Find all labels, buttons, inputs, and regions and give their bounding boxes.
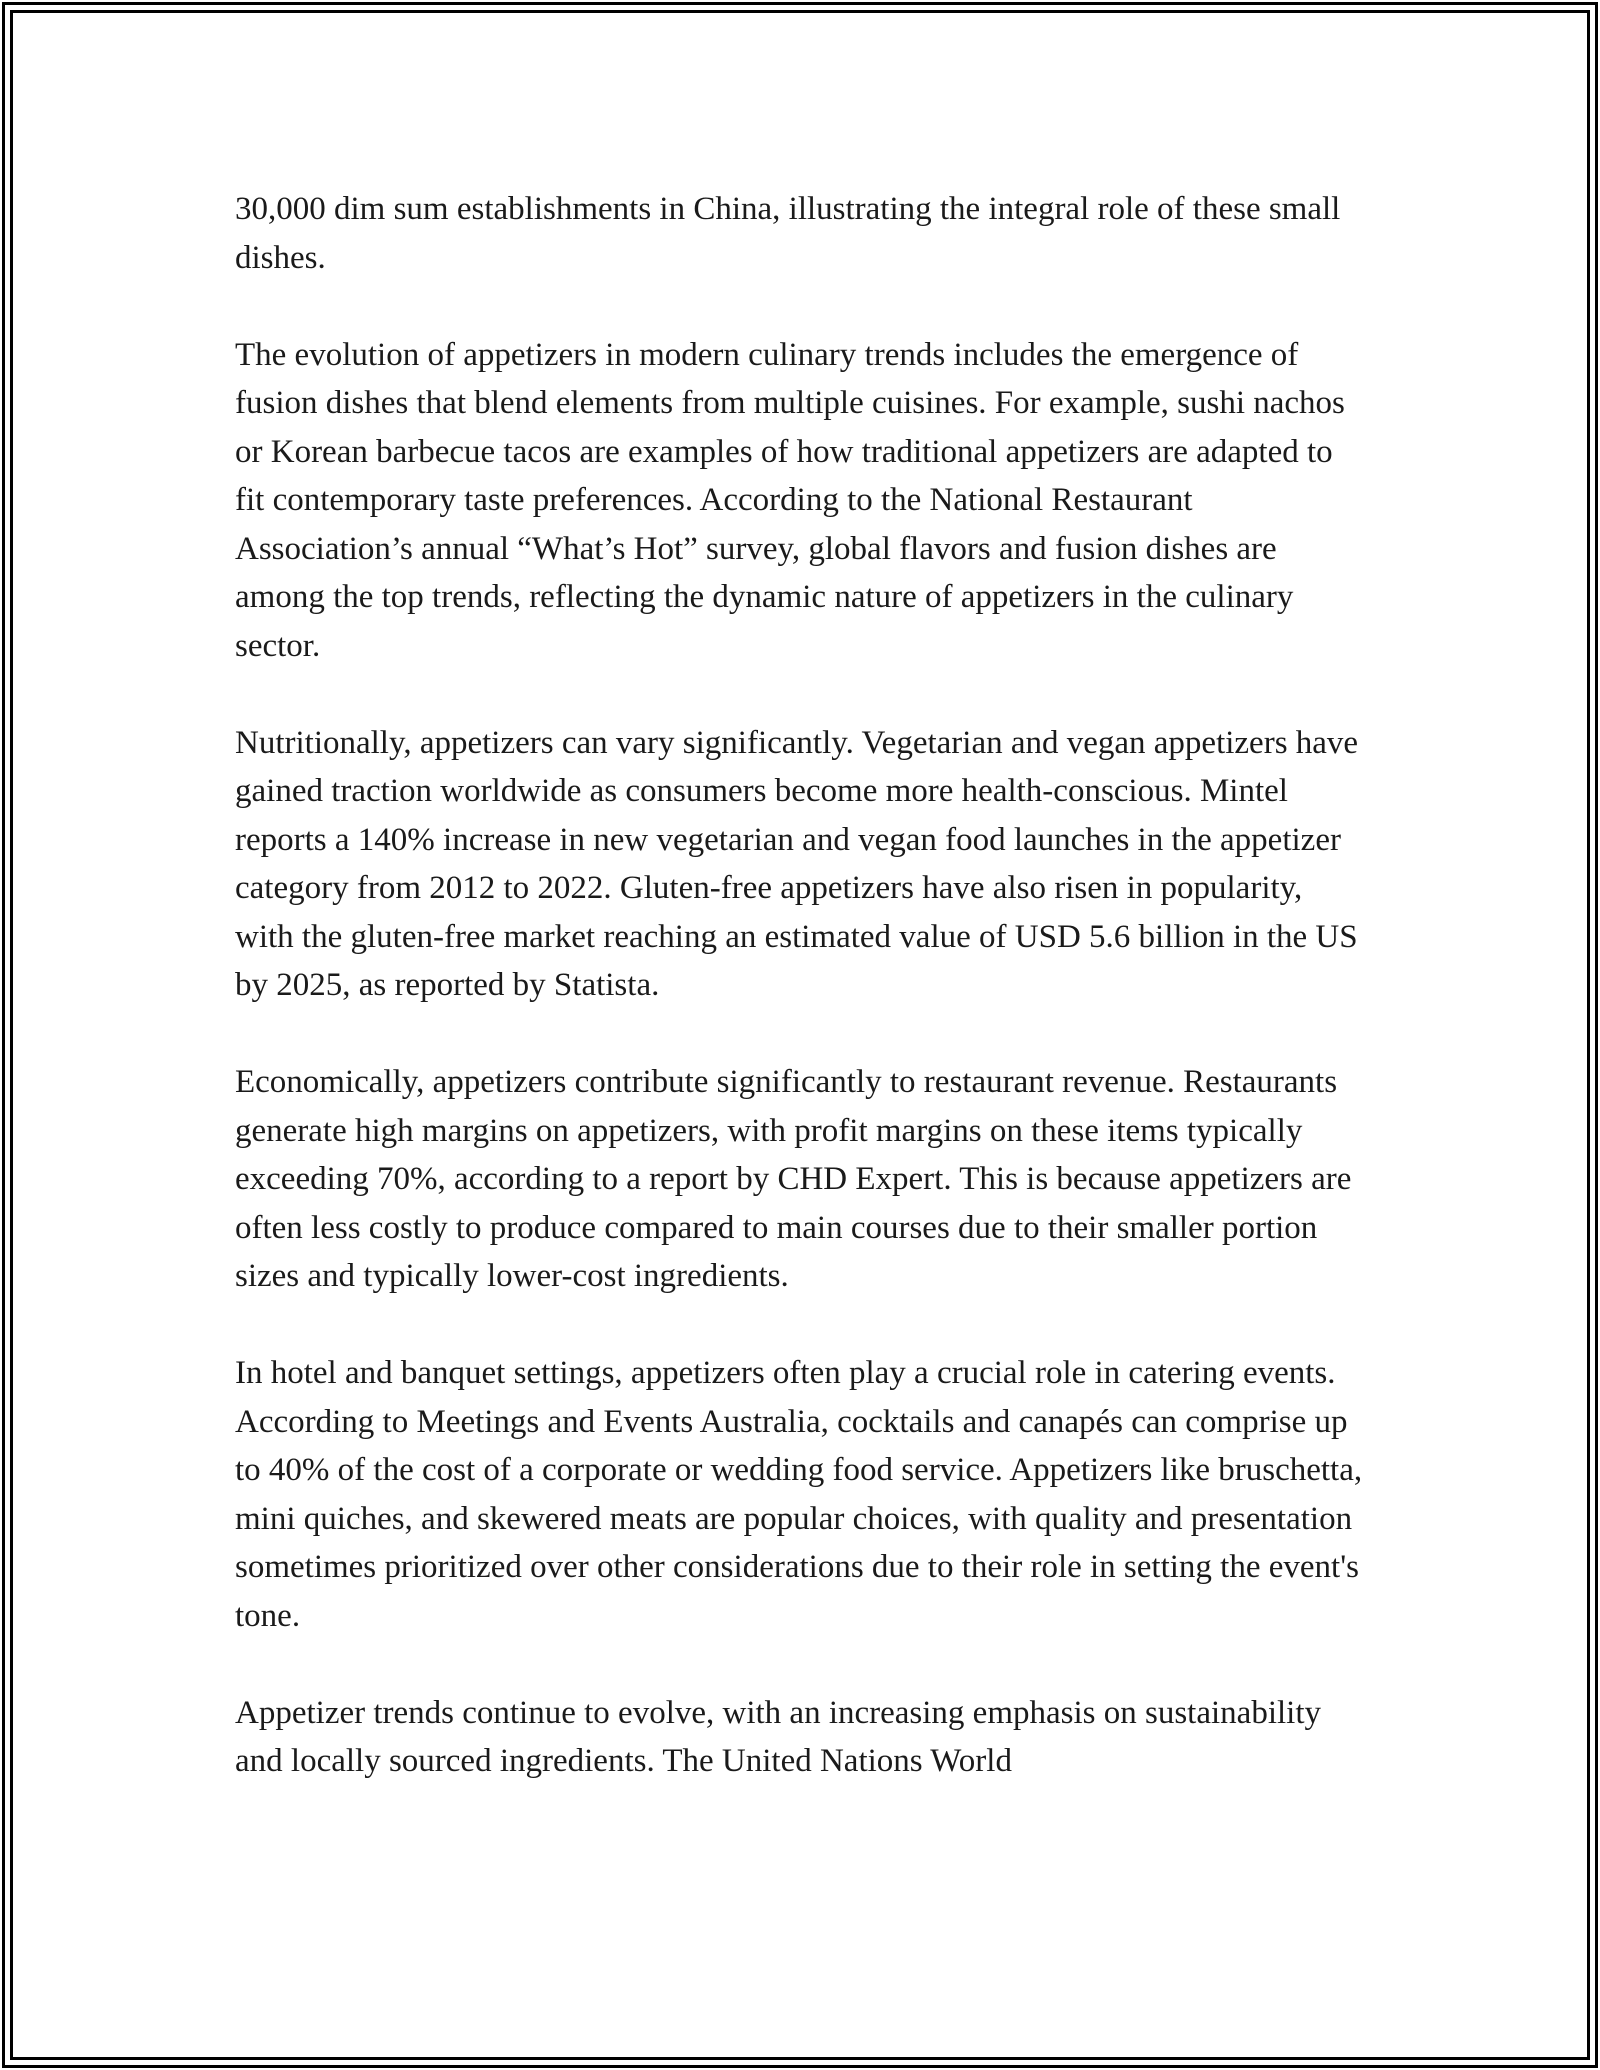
paragraph-fusion-trends: The evolution of appetizers in modern culinary trends includes the emergence of fusion dishes that blend elements from multiple cuisines. For example, sushi nachos or Korean barbecue tacos are examples of how traditional appetizers are adapted to fit contemporary taste preferences. According to the National Restaurant Association’s annual “What’s Hot” survey, global flavors and fusion dishes are among the top trends, reflecting the dynamic nature of appetizers in the culinary sector.: [235, 336, 1345, 664]
document-body: [235, 185, 1365, 1786]
paragraph-banquet: In hotel and banquet settings, appetizers often play a crucial role in catering events. According to Meetings and Events Australia, cocktails and canapés can comprise up to 40% of the cost of a corporate or wedding food service. Appetizers like bruschetta, mini quiches, and skewered meats are popular choices, with quality and presentation sometimes prioritized over other considerations due to their role in setting the event's tone.: [235, 1355, 1363, 1634]
paragraph-dim-sum: 30,000 dim sum establishments in China, illustrating the integral role of these small dishes.: [235, 191, 1341, 276]
paragraph-nutrition: Nutritionally, appetizers can vary significantly. Vegetarian and vegan appetizers have gained traction worldwide as consumers become more health-conscious. Mintel reports a 140% increase in new vegetarian and vegan food launches in the appetizer category from 2012 to 2022. Gluten-free appetizers have also risen in popularity, with the gluten-free market reaching an estimated value of USD 5.6 billion in the US by 2025, as reported by Statista.: [235, 724, 1359, 1003]
paragraph-economics: Economically, appetizers contribute significantly to restaurant revenue. Restaurants generate high margins on appetizers, with profit margins on these items typically exceeding 70%, according to a report by CHD Expert. This is because appetizers are often less costly to produce compared to main courses due to their smaller portion sizes and typically lower-cost ingredients.: [235, 1064, 1352, 1294]
paragraph-sustainability: Appetizer trends continue to evolve, with an increasing emphasis on sustainability and locally sourced ingredients. The United Nations World: [235, 1694, 1321, 1779]
